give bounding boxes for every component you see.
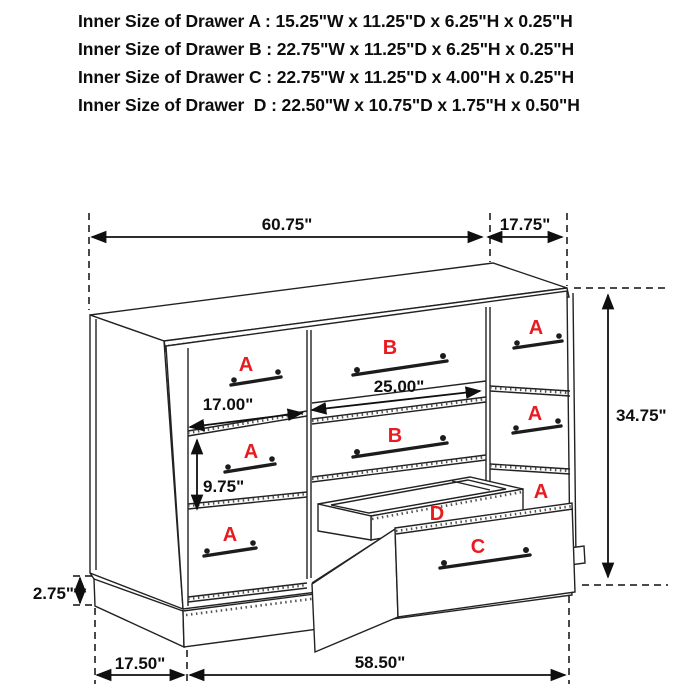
dimension-overall-height-value: 34.75" [616, 406, 667, 425]
dimension-base-depth [97, 654, 184, 675]
spec-line-drawer-a: Inner Size of Drawer A : 15.25"W x 11.25"D x 6.25"H x 0.25"H [78, 11, 573, 31]
label-drawer-a-left-bottom: A [222, 524, 238, 546]
label-drawer-d: D [429, 503, 445, 525]
label-drawer-a-left-middle: A [243, 441, 259, 463]
label-drawer-a-right-middle: A [527, 403, 543, 425]
dimension-base-width-value: 58.50" [354, 653, 406, 672]
spec-line-drawer-b: Inner Size of Drawer B : 22.75"W x 11.25"D x 6.25"H x 0.25"H [78, 39, 575, 59]
dimension-top-width-value: 60.75" [261, 215, 313, 234]
label-drawer-a-left-top: A [238, 354, 254, 376]
label-drawer-c: C [470, 536, 486, 558]
spec-line-drawer-d: Inner Size of Drawer D : 22.50"W x 10.75"D x 1.75"H x 0.50"H [78, 95, 580, 115]
dimension-base-depth-value: 17.50" [114, 654, 166, 673]
label-drawer-b-middle: B [387, 425, 403, 447]
dimension-drawer-front-height-value: 9.75" [203, 477, 245, 496]
dimension-top-depth [488, 215, 562, 237]
label-drawer-a-right-top: A [528, 317, 544, 339]
dimension-base-height-value: 2.75" [32, 584, 74, 603]
dimension-base-width [190, 653, 565, 675]
dimension-left-drawer-width-value: 17.00" [202, 395, 254, 414]
label-drawer-b-top: B [382, 337, 398, 359]
dimension-top-width [92, 215, 482, 237]
dimension-base-height [33, 578, 80, 603]
spec-line-drawer-c: Inner Size of Drawer C : 22.75"W x 11.25"D x 4.00"H x 0.25"H [78, 67, 575, 87]
dimension-top-depth-value: 17.75" [499, 215, 551, 234]
dimension-overall-height [608, 295, 667, 577]
label-drawer-a-right-bottom: A [533, 481, 549, 503]
dimension-middle-drawer-width-value: 25.00" [373, 377, 425, 396]
